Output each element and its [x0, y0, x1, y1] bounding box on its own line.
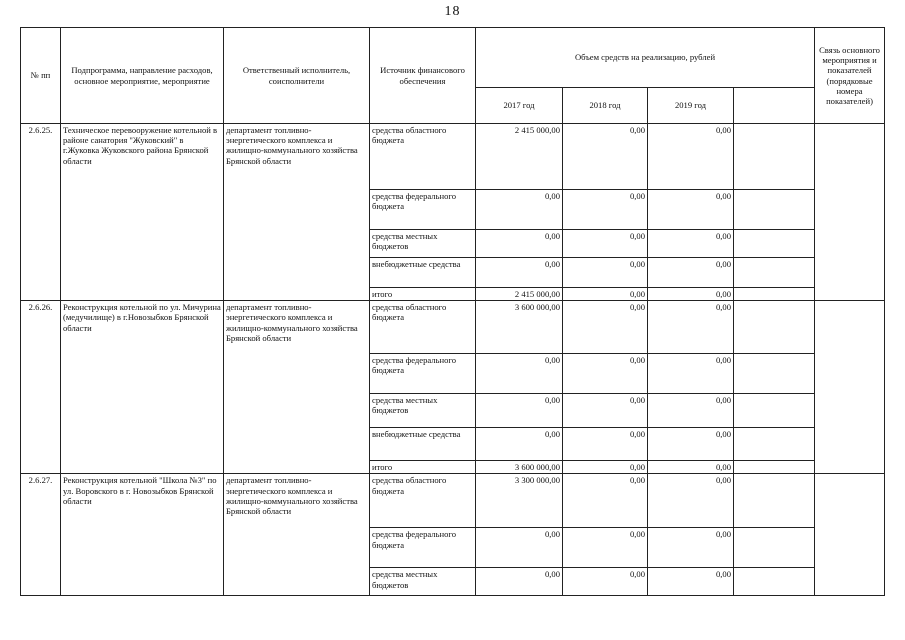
- amount-2018: 0,00: [563, 124, 648, 190]
- funding-source: внебюджетные средства: [370, 258, 476, 288]
- header-source: Источник финансового обеспечения: [370, 28, 476, 124]
- amount-extra: [734, 124, 815, 190]
- funding-source: средства федерального бюджета: [370, 528, 476, 568]
- project-executor: департамент топливно-энергетического комплекса и жилищно-коммунального хозяйства Брянской области: [224, 474, 370, 596]
- header-year-2019: 2019 год: [648, 88, 734, 124]
- header-number: № пп: [21, 28, 61, 124]
- amount-2017: 0,00: [476, 354, 563, 394]
- amount-2017: 2 415 000,00: [476, 124, 563, 190]
- budget-table: [20, 27, 885, 596]
- funding-source: средства областного бюджета: [370, 301, 476, 354]
- funding-source: итого: [370, 288, 476, 301]
- project-executor: департамент топливно-энергетического комплекса и жилищно-коммунального хозяйства Брянской области: [224, 301, 370, 474]
- amount-2018: 0,00: [563, 190, 648, 230]
- amount-2018: 0,00: [563, 428, 648, 461]
- header-executor: Ответственный исполнитель, соисполнители: [224, 28, 370, 124]
- amount-extra: [734, 354, 815, 394]
- funding-source: средства областного бюджета: [370, 124, 476, 190]
- header-year-extra: [734, 88, 815, 124]
- amount-2017: 3 600 000,00: [476, 301, 563, 354]
- amount-2019: 0,00: [648, 124, 734, 190]
- amount-2019: 0,00: [648, 474, 734, 528]
- amount-2019: 0,00: [648, 354, 734, 394]
- amount-2018: 0,00: [563, 528, 648, 568]
- amount-2019: 0,00: [648, 230, 734, 258]
- amount-2019: 0,00: [648, 258, 734, 288]
- project-executor: департамент топливно-энергетического комплекса и жилищно-коммунального хозяйства Брянской области: [224, 124, 370, 301]
- amount-extra: [734, 528, 815, 568]
- page-number: 18: [444, 4, 461, 19]
- project-number: 2.6.25.: [21, 124, 61, 301]
- project-program: Реконструкция котельной по ул. Мичурина (медучилище) в г.Новозыбков Брянской области: [61, 301, 224, 474]
- amount-2018: 0,00: [563, 230, 648, 258]
- funding-source: средства местных бюджетов: [370, 568, 476, 596]
- amount-2017: 0,00: [476, 568, 563, 596]
- amount-extra: [734, 394, 815, 428]
- amount-extra: [734, 258, 815, 288]
- amount-2017: 0,00: [476, 528, 563, 568]
- header-program: Подпрограмма, направление расходов, основное мероприятие, мероприятие: [61, 28, 224, 124]
- amount-2019: 0,00: [648, 428, 734, 461]
- amount-2019: 0,00: [648, 568, 734, 596]
- header-volume: Объем средств на реализацию, рублей: [476, 28, 815, 88]
- amount-extra: [734, 474, 815, 528]
- header-link: Связь основного мероприятия и показателей (порядковые номера показателей): [815, 28, 885, 124]
- project-number: 2.6.27.: [21, 474, 61, 596]
- amount-2017: 0,00: [476, 258, 563, 288]
- amount-2017: 0,00: [476, 394, 563, 428]
- project-program: Реконструкция котельной "Школа №3" по ул. Воровского в г. Новозыбков Брянской области: [61, 474, 224, 596]
- amount-2018: 0,00: [563, 394, 648, 428]
- amount-2019: 0,00: [648, 461, 734, 474]
- amount-2017: 3 600 000,00: [476, 461, 563, 474]
- amount-2019: 0,00: [648, 528, 734, 568]
- funding-source: внебюджетные средства: [370, 428, 476, 461]
- header-year-2018: 2018 год: [563, 88, 648, 124]
- amount-2018: 0,00: [563, 258, 648, 288]
- amount-2017: 3 300 000,00: [476, 474, 563, 528]
- amount-2017: 0,00: [476, 190, 563, 230]
- amount-extra: [734, 568, 815, 596]
- amount-extra: [734, 301, 815, 354]
- amount-2019: 0,00: [648, 190, 734, 230]
- table-row: [21, 474, 885, 528]
- funding-source: средства федерального бюджета: [370, 190, 476, 230]
- indicator-link: [815, 301, 885, 474]
- amount-2017: 0,00: [476, 230, 563, 258]
- amount-2017: 2 415 000,00: [476, 288, 563, 301]
- amount-2018: 0,00: [563, 301, 648, 354]
- table-row: [21, 301, 885, 354]
- amount-2018: 0,00: [563, 568, 648, 596]
- funding-source: средства местных бюджетов: [370, 230, 476, 258]
- amount-extra: [734, 190, 815, 230]
- amount-2018: 0,00: [563, 461, 648, 474]
- funding-source: средства федерального бюджета: [370, 354, 476, 394]
- table-row: [21, 124, 885, 190]
- funding-source: средства областного бюджета: [370, 474, 476, 528]
- amount-2018: 0,00: [563, 354, 648, 394]
- funding-source: итого: [370, 461, 476, 474]
- amount-2018: 0,00: [563, 288, 648, 301]
- amount-extra: [734, 428, 815, 461]
- amount-2019: 0,00: [648, 301, 734, 354]
- amount-2017: 0,00: [476, 428, 563, 461]
- amount-extra: [734, 230, 815, 258]
- header-year-2017: 2017 год: [476, 88, 563, 124]
- amount-extra: [734, 461, 815, 474]
- project-program: Техническое перевооружение котельной в районе санатория "Жуковский" в г.Жуковка Жуковского района Брянской области: [61, 124, 224, 301]
- funding-source: средства местных бюджетов: [370, 394, 476, 428]
- amount-2019: 0,00: [648, 394, 734, 428]
- indicator-link: [815, 474, 885, 596]
- project-number: 2.6.26.: [21, 301, 61, 474]
- amount-extra: [734, 288, 815, 301]
- amount-2019: 0,00: [648, 288, 734, 301]
- table-body: [21, 124, 885, 596]
- indicator-link: [815, 124, 885, 301]
- amount-2018: 0,00: [563, 474, 648, 528]
